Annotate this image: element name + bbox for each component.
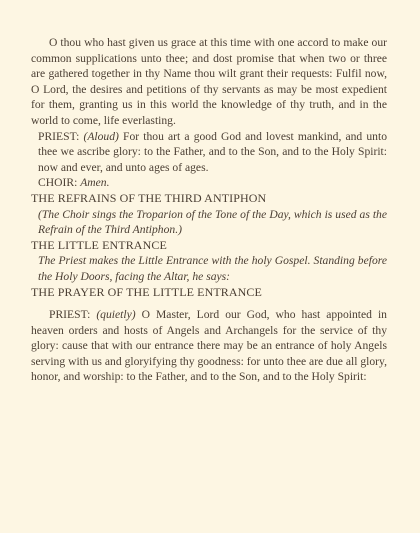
third-antiphon-heading: THE REFRAINS OF THE THIRD ANTIPHON <box>31 190 267 205</box>
exclamation-text: For thou art a good God and lovest mankind, and unto thee we ascribe glory: to the Father, and to the Son, and to the Holy Spirit: now and ever, and unto ages of ages. <box>38 129 387 174</box>
prayer-of-little-entrance-heading: THE PRAYER OF THE LITTLE ENTRANCE <box>31 284 262 299</box>
little-entrance-heading: THE LITTLE ENTRANCE <box>31 237 167 252</box>
little-entrance-rubric: The Priest makes the Little Entrance with the holy Gospel. Standing before the Holy Doors, facing the Altar, he says: <box>38 254 387 283</box>
quietly-direction: (quietly) <box>96 308 136 322</box>
section-gap <box>31 300 387 307</box>
prayer-of-third-antiphon: O thou who hast given us grace at this time with one accord to make our common supplications unto thee; and dost promise that when two or three are gathered together in thy Name thou wilt grant their requests: Fulfil now, O Lord, the desires and petitions of thy servants as may be most expedient for them, granting us in this world the knowledge of thy truth, and in the world to come, life everlasting. <box>31 36 387 127</box>
priest-speaker-label: PRIEST: <box>38 129 80 143</box>
entrance-prayer-text: O Master, Lord our God, who hast appointed in heaven orders and hosts of Angels and Archangels for the service of thy glory: cause that with our entrance there may be an entrance of holy Angels serving with us and gloryifying thy goodness: for unto thee are due all glory, honor, and worship: to the Father, and to the Son, and to the Holy Spirit: <box>31 308 387 384</box>
choir-speaker-label: CHOIR: <box>38 176 78 190</box>
liturgy-text-page <box>31 35 387 385</box>
priest-exclamation <box>31 129 387 176</box>
aloud-direction: (Aloud) <box>83 129 119 143</box>
third-antiphon-rubric: (The Choir sings the Troparion of the Tone of the Day, which is used as the Refrain of the Third Antiphon.) <box>38 207 387 237</box>
priest-speaker-label: PRIEST: <box>49 308 91 322</box>
choir-response <box>31 175 387 191</box>
prayer-of-little-entrance <box>31 307 387 385</box>
amen-text: Amen. <box>80 176 110 190</box>
